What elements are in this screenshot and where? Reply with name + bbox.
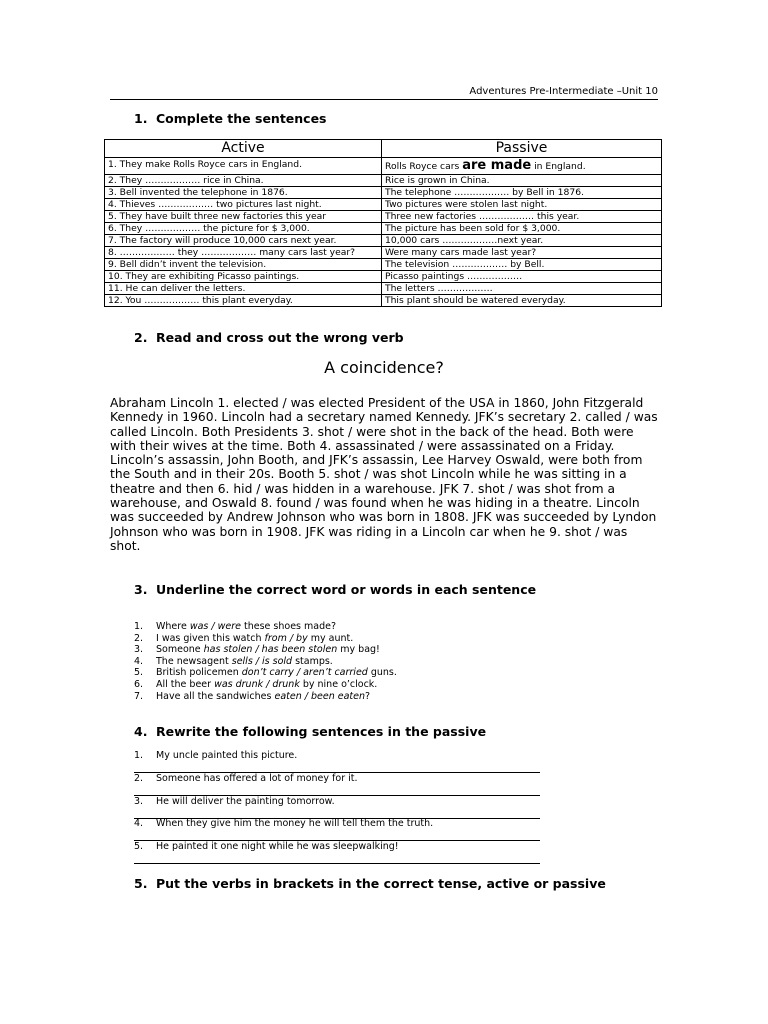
story-paragraph: Abraham Lincoln 1. elected / was elected President of the USA in 1860, John Fitzgerald Kennedy in 1960. Lincoln had a secretary named Kennedy. JFK’s secretary 2. called / was called Lincoln. Both Presidents 3. shot / were shot in the back of the head. Both were with their wives at the time. Both 4. assassinated / were assassinated on a Friday. Lincoln’s assassin, John Booth, and JFK’s assassin, Lee Harvey Oswald, were both from the South and in their 20s. Booth 5. shot / was shot Lincoln while he was sitting in a theatre and then 6. hid / was hidden in a warehouse. JFK 7. shot / was shot from a warehouse, and Oswald 8. found / was found when he was hiding in a theatre. Lincoln was succeeded by Andrew Johnson who was born in 1808. JFK was succeeded by Lyndon Johnson who was born in 1908. JFK was riding in a Lincoln car when he 9. shot / was shot. [110, 396, 658, 553]
passive-cell: The picture has been sold for $ 3,000. [382, 223, 662, 235]
item-text: my aunt. [307, 632, 354, 644]
item-text: Someone has offered a lot of money for it. [156, 772, 358, 784]
item-text: these shoes made? [240, 621, 336, 632]
item-number: 5. [134, 841, 144, 853]
item-number: 5. [134, 667, 144, 679]
item-text: Have all the sandwiches [156, 690, 275, 702]
table-row [105, 158, 662, 175]
passive-cell: The letters ……………… [382, 283, 662, 295]
rewrite-item [134, 750, 540, 773]
item-text: He painted it one night while he was sleepwalking! [156, 841, 399, 853]
table-row [105, 211, 662, 223]
list-item [134, 656, 554, 668]
passive-cell: Three new factories ……………… this year. [382, 211, 662, 223]
item-text: by nine o’clock. [299, 678, 378, 690]
item-text: My uncle painted this picture. [156, 750, 298, 761]
item-text: He will deliver the painting tomorrow. [156, 795, 335, 807]
table-row [105, 223, 662, 235]
story-title: A coincidence? [324, 358, 444, 377]
column-header-passive: Passive [382, 140, 662, 158]
rewrite-item [134, 796, 540, 819]
item-number: 4. [134, 818, 144, 830]
section-5-heading [134, 876, 606, 891]
table-row [105, 175, 662, 187]
passive-cell: This plant should be watered everyday. [382, 295, 662, 307]
section-title: Complete the sentences [156, 111, 327, 126]
section-3-heading [134, 582, 536, 597]
table-row [105, 235, 662, 247]
item-number: 3. [134, 795, 144, 807]
active-cell: 8. ……………… they ……………… many cars last year? [105, 247, 382, 259]
table-header-row [105, 140, 662, 158]
active-cell: 1. They make Rolls Royce cars in England. [105, 158, 382, 175]
table-row [105, 199, 662, 211]
active-cell: 5. They have built three new factories this year [105, 211, 382, 223]
section-title: Put the verbs in brackets in the correct tense, active or passive [156, 876, 606, 891]
table-row [105, 295, 662, 307]
item-text: stamps. [292, 655, 333, 667]
active-cell: 9. Bell didn’t invent the television. [105, 259, 382, 271]
list-item [134, 691, 554, 703]
section-2-heading [134, 330, 404, 345]
section-number: 1. [134, 111, 148, 126]
passive-cell: Were many cars made last year? [382, 247, 662, 259]
table-row [105, 187, 662, 199]
section-4-heading [134, 724, 486, 739]
item-options: from / by [264, 632, 308, 644]
section-number: 5. [134, 876, 148, 891]
active-cell: 12. You ……………… this plant everyday. [105, 295, 382, 307]
list-item [134, 621, 554, 633]
table-row [105, 271, 662, 283]
answer-line[interactable] [134, 761, 540, 773]
section-number: 4. [134, 724, 148, 739]
underline-exercise-list [134, 621, 554, 702]
answer-line[interactable] [134, 807, 540, 819]
item-options: sells / is sold [231, 655, 293, 667]
active-cell: 3. Bell invented the telephone in 1876. [105, 187, 382, 199]
section-title: Read and cross out the wrong verb [156, 330, 404, 345]
item-number: 2. [134, 632, 144, 644]
passive-cell: The telephone ……………… by Bell in 1876. [382, 187, 662, 199]
passive-answer: are made [462, 158, 532, 173]
item-number: 1. [134, 621, 144, 632]
active-passive-table [104, 139, 662, 307]
active-cell: 7. The factory will produce 10,000 cars next year. [105, 235, 382, 247]
section-title: Underline the correct word or words in each sentence [156, 582, 537, 597]
item-text: All the beer [156, 678, 215, 690]
item-number: 3. [134, 644, 144, 656]
active-cell: 4. Thieves ……………… two pictures last night. [105, 199, 382, 211]
passive-cell: 10,000 cars ………………next year. [382, 235, 662, 247]
column-header-active: Active [105, 140, 382, 158]
active-cell: 11. He can deliver the letters. [105, 283, 382, 295]
passive-cell: Rice is grown in China. [382, 175, 662, 187]
item-text: The newsagent [156, 655, 232, 667]
item-text: When they give him the money he will tell them the truth. [156, 818, 434, 830]
section-number: 2. [134, 330, 148, 345]
active-cell: 10. They are exhibiting Picasso paintings. [105, 271, 382, 283]
list-item [134, 667, 554, 679]
passive-cell: The television ……………… by Bell. [382, 259, 662, 271]
table-row [105, 247, 662, 259]
answer-line[interactable] [134, 784, 540, 796]
item-number: 2. [134, 772, 144, 784]
rewrite-item [134, 841, 540, 864]
active-cell: 6. They ……………… the picture for $ 3,000. [105, 223, 382, 235]
active-cell: 2. They ……………… rice in China. [105, 175, 382, 187]
passive-text: in England. [531, 161, 586, 172]
item-text: Someone [156, 644, 204, 656]
section-title: Rewrite the following sentences in the passive [156, 724, 487, 739]
item-text: guns. [367, 667, 397, 679]
item-text: my bag! [337, 644, 380, 656]
answer-line[interactable] [134, 852, 540, 864]
table-row [105, 283, 662, 295]
table-rows [105, 175, 662, 307]
item-options: was drunk / drunk [214, 678, 300, 690]
passive-cell [382, 158, 662, 175]
list-item [134, 633, 554, 645]
item-options: eaten / been eaten [274, 690, 365, 702]
rewrite-item [134, 818, 540, 841]
list-item [134, 679, 554, 691]
item-number: 4. [134, 655, 144, 667]
passive-text: Rolls Royce cars [385, 161, 463, 172]
item-text: Where [156, 621, 190, 632]
item-options: don’t carry / aren’t carried [241, 667, 368, 679]
rewrite-item [134, 773, 540, 796]
item-text: ? [365, 690, 371, 702]
item-text: British policemen [156, 667, 242, 679]
item-number: 7. [134, 690, 144, 702]
passive-cell: Two pictures were stolen last night. [382, 199, 662, 211]
section-1-heading [134, 111, 327, 126]
section-number: 3. [134, 582, 148, 597]
item-options: has stolen / has been stolen [203, 644, 338, 656]
answer-line[interactable] [134, 829, 540, 841]
table-row [105, 259, 662, 271]
item-number: 6. [134, 678, 144, 690]
item-options: was / were [189, 621, 241, 632]
item-text: I was given this watch [156, 632, 265, 644]
page-header: Adventures Pre-Intermediate –Unit 10 [110, 86, 658, 100]
list-item [134, 644, 554, 656]
passive-cell: Picasso paintings ……………… [382, 271, 662, 283]
item-number: 1. [134, 750, 144, 761]
